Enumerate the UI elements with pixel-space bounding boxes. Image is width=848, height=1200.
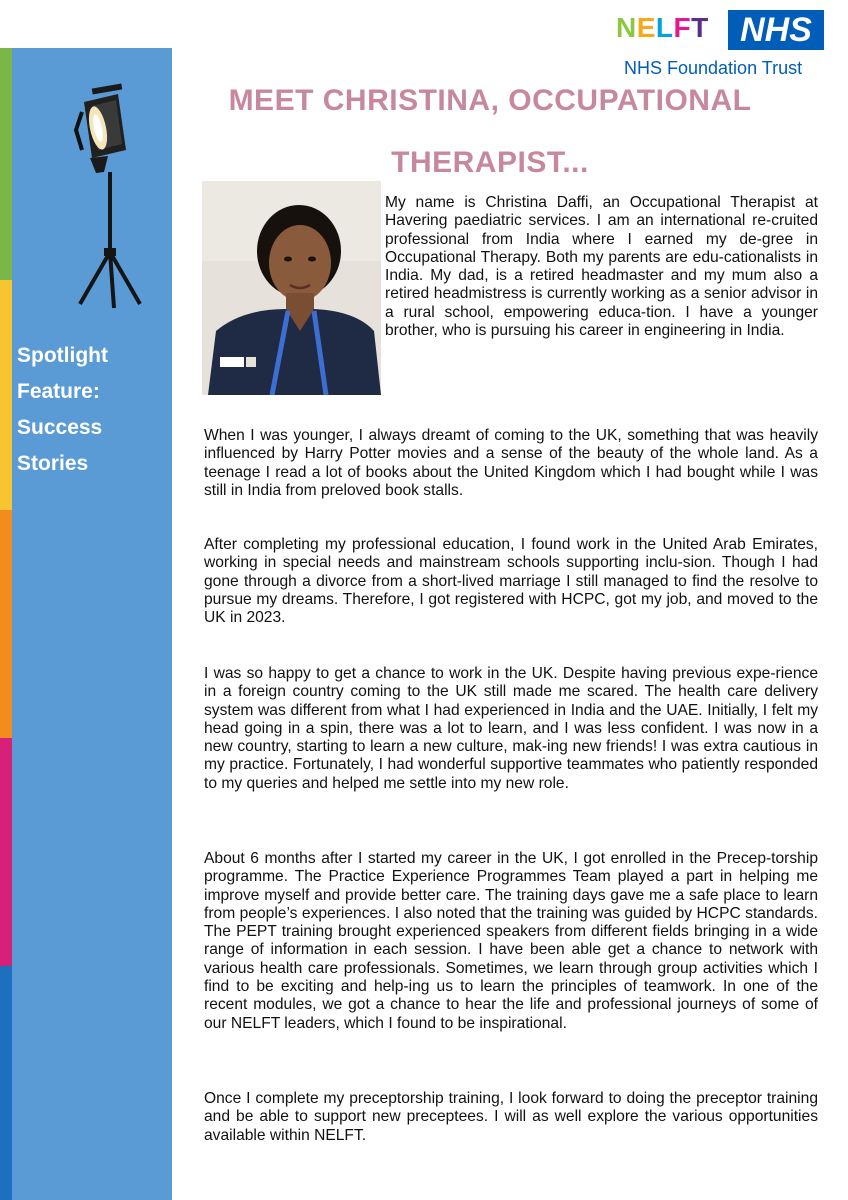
paragraph-childhood: When I was younger, I always dreamt of coming to the UK, something that was heavily influenced by Harry Potter movies and a sense of the beauty of the whole land. As a teenage I read a lot of books about the United Kingdom which I had bought while I was still in India from preloved book stalls.: [204, 427, 818, 499]
page-title: [190, 70, 790, 194]
nelft-letter-t: T: [691, 12, 709, 43]
nelft-wordmark: [616, 12, 709, 44]
portrait-photo: [202, 181, 381, 395]
nelft-letter-f: F: [673, 12, 692, 43]
strip-yellow: [0, 280, 12, 510]
strip-green: [0, 48, 12, 280]
nelft-letter-l: L: [655, 12, 674, 43]
person-photo-icon: [202, 181, 381, 395]
title-line1: MEET CHRISTINA, OCCUPATIONAL: [228, 84, 752, 117]
strip-magenta: [0, 738, 12, 966]
nhs-badge: NHS: [728, 10, 824, 50]
title-line2: THERAPIST...: [391, 146, 589, 179]
paragraph-preceptorship: About 6 months after I started my career in the UK, I got enrolled in the Precep-torship programme. The Practice Experience Programmes Team played a part in helping me improve myself and provide better care. The training days gave me a safe place to learn from people’s experiences. I also noted that the training was guided by HCPC standards. The PEPT training brought experienced speakers from different fields bringing in a wide range of information in each session. I have been able get a chance to network with various health care professionals. Sometimes, we learn through group activities which I find to be exciting and help-ing us to learn the principles of teamwork. In one of the recent modules, we got a chance to hear the life and professional journeys of some of our NELFT leaders, which I found to be inspirational.: [204, 850, 818, 1032]
intro-paragraph: My name is Christina Daffi, an Occupational Therapist at Havering paediatric services. I am an international re-cruited professional from India where I earned my de-gree in Occupational Therapy. Both my parents are edu-cationalists in India. My dad, is a retired headmaster and my mum also a retired headmistress is currently working as a senior advisor in a rural school, empowering educa-tion. I have a younger brother, who is pursuing his career in engineering in India.: [385, 194, 818, 340]
nelft-letter-n: N: [616, 12, 637, 43]
paragraph-career: After completing my professional education, I found work in the United Arab Emirates, working in special needs and mainstream schools supporting inclu-sion. Though I had gone through a divorce from a short-lived marriage I still managed to find the resolve to pursue my dreams. Therefore, I got registered with HCPC, got my job, and moved to the UK in 2023.: [204, 536, 818, 627]
spotlight-icon: [68, 72, 148, 312]
spotlight-label-line2: Feature:: [17, 380, 100, 403]
nhs-foundation-trust-text: NHS Foundation Trust: [624, 58, 803, 78]
strip-blue: [0, 966, 12, 1200]
paragraph-arrival: I was so happy to get a chance to work in the UK. Despite having previous expe-rience in a foreign country coming to the UK still made me scared. The health care delivery system was different from what I had experienced in India and the UAE. Initially, I felt my head going in a spin, there was a lot to learn, and I was less confident. I was now in a new country, starting to learn a new culture, mak-ing new friends! I was extra cautious in my practice. Fortunately, I had wonderful supportive teammates who patiently responded to my queries and helped me settle into my new role.: [204, 665, 818, 792]
spotlight-label-line1: Spotlight: [17, 344, 108, 367]
spotlight-label-line4: Stories: [17, 452, 89, 475]
strip-orange: [0, 510, 12, 738]
sidebar: [12, 48, 172, 1200]
paragraph-future: Once I complete my preceptorship training, I look forward to doing the preceptor training and be able to support new preceptees. I will as well explore the various opportunities available within NELFT.: [204, 1090, 818, 1144]
color-strip: [0, 48, 12, 1200]
spotlight-label-line3: Success: [17, 416, 103, 439]
nelft-letter-e: E: [636, 12, 656, 43]
spotlight-feature-label: [17, 338, 108, 482]
